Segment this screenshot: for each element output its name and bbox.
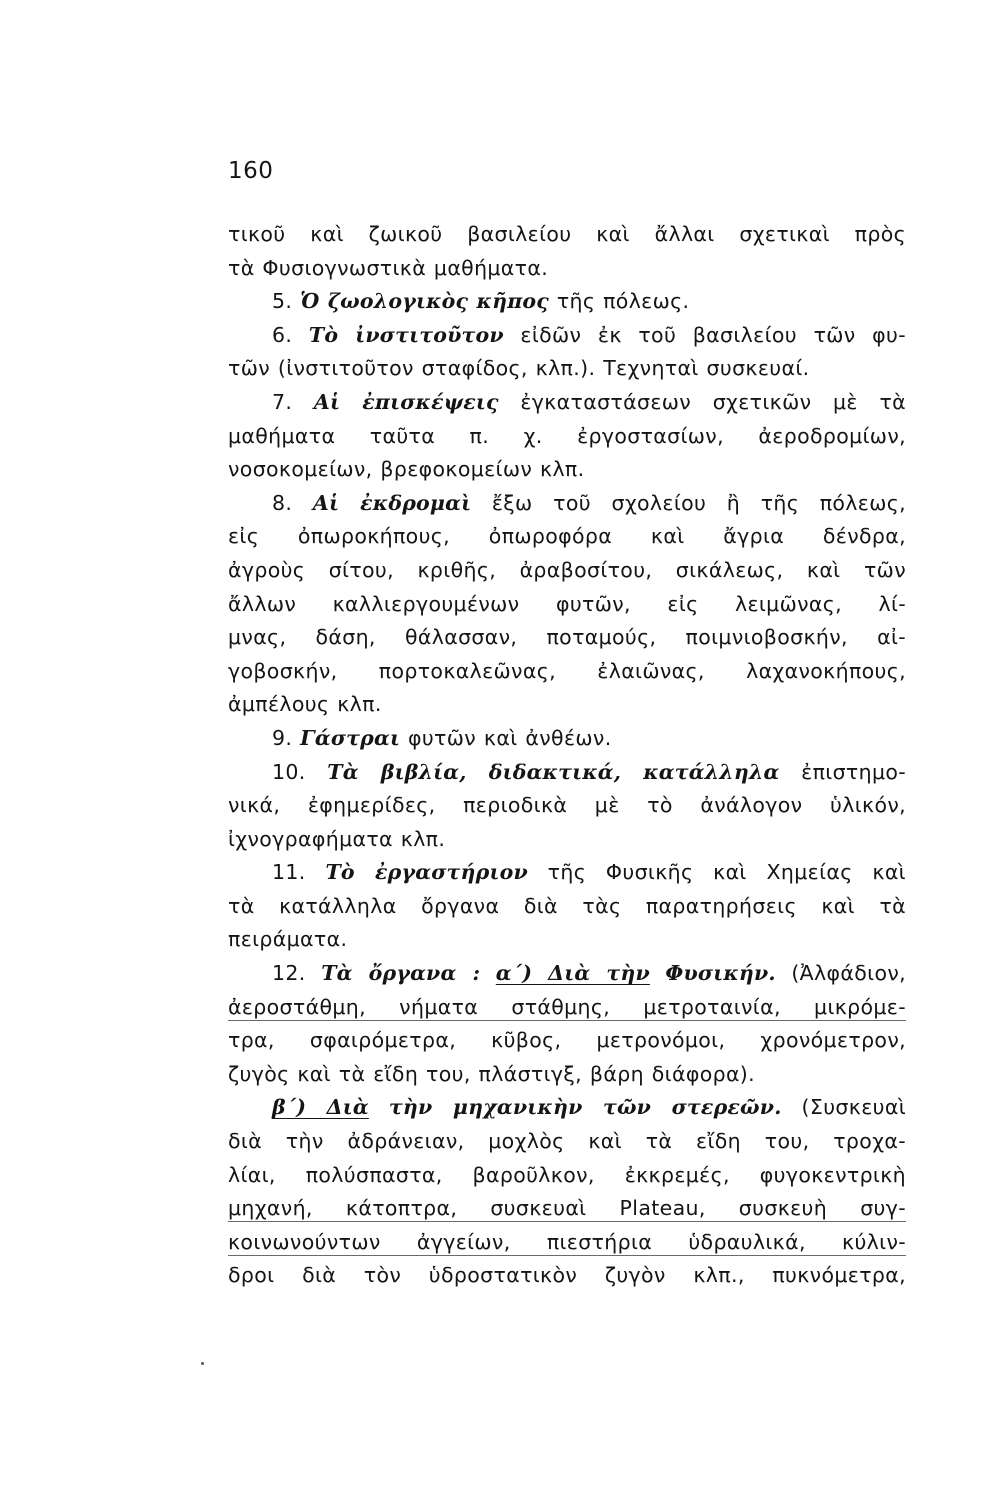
text-run: δροι διὰ τὸν ὑδροστατικὸν ζυγὸν κλπ., πυκνόμετρα,: [228, 1263, 906, 1288]
text-run: ἀμπέλους κλπ.: [228, 692, 382, 717]
text-run: 9.: [272, 725, 301, 750]
paper-speck: [201, 1362, 204, 1365]
page-number: 160: [228, 158, 274, 184]
text-run: ἰχνογραφήματα κλπ.: [228, 826, 446, 851]
emphasized-term: Αἱ ἐπισκέψεις: [313, 389, 499, 414]
text-line: [228, 957, 906, 991]
text-line: [228, 319, 906, 353]
text-line: [228, 621, 906, 655]
text-run: 12.: [272, 961, 322, 986]
emphasized-term: Ὁ ζωολογικὸς κῆπος: [300, 289, 549, 314]
text-line: [228, 285, 906, 319]
text-run: κοινωνούντων ἀγγείων, πιεστήρια ὑδραυλικά, κύλιν-: [228, 1229, 906, 1254]
text-line: [228, 655, 906, 689]
text-run: ἀεροστάθμη, νήματα στάθμης, μετροταινία, μικρόμε-: [228, 994, 906, 1019]
text-line: [228, 890, 906, 924]
text-run: λίαι, πολύσπαστα, βαροῦλκον, ἐκκρεμές, φυγοκεντρικὴ: [228, 1162, 906, 1187]
text-run: 7.: [272, 389, 314, 414]
text-line: [228, 1125, 906, 1159]
text-run: μαθήματα ταῦτα π. χ. ἐργοστασίων, ἀεροδρομίων,: [228, 423, 906, 448]
emphasized-term: Αἱ ἐκδρομαὶ: [312, 490, 472, 515]
text-run: 5.: [272, 289, 301, 314]
text-line: [228, 722, 906, 756]
text-run: τὰ κατάλληλα ὄργανα διὰ τὰς παρατηρήσεις καὶ τὰ: [228, 893, 906, 918]
emphasized-term: Φυσικήν.: [665, 961, 776, 986]
text-line: [228, 1091, 906, 1125]
text-run: νικά, ἐφημερίδες, περιοδικὰ μὲ τὸ ἀνάλογον ὑλικόν,: [228, 793, 906, 818]
text-run: πειράματα.: [228, 927, 348, 952]
text-line: [228, 756, 906, 790]
emphasized-term: β΄) Διὰ: [272, 1095, 369, 1120]
text-run: φυτῶν καὶ ἀνθέων.: [400, 725, 612, 750]
text-run: μνας, δάση, θάλασσαν, ποταμούς, ποιμνιοβοσκήν, αἰ-: [228, 625, 906, 650]
text-run: ἀγροὺς σίτου, κριθῆς, ἀραβοσίτου, σικάλεως, καὶ τῶν: [228, 557, 906, 582]
text-line: [228, 588, 906, 622]
text-run: γοβοσκήν, πορτοκαλεῶνας, ἐλαιῶνας, λαχανοκήπους,: [228, 658, 906, 683]
text-run: 6.: [272, 322, 309, 347]
text-line: [228, 991, 906, 1025]
text-run: τῆς Φυσικῆς καὶ Χημείας καὶ: [527, 860, 906, 885]
text-run: τὰ Φυσιογνωστικὰ μαθήματα.: [228, 255, 549, 280]
text-run: τρα, σφαιρόμετρα, κῦβος, μετρονόμοι, χρονόμετρον,: [228, 1028, 906, 1053]
emphasized-term: Τὰ ὄργανα :: [321, 961, 481, 986]
text-line: [228, 420, 906, 454]
emphasized-term: τὴν μηχανικὴν τῶν στερεῶν.: [388, 1095, 782, 1120]
text-run: [480, 961, 496, 985]
text-line: [228, 1024, 906, 1058]
text-line: [228, 252, 906, 286]
text-run: 11.: [272, 860, 326, 885]
text-run: τῶν (ἰνστιτοῦτον σταφίδος, κλπ.). Τεχνηταὶ συσκευαί.: [228, 356, 810, 381]
emphasized-term: Τὸ ἰνστιτοῦτον: [308, 322, 504, 347]
emphasized-term: α΄) Διὰ τὴν: [495, 961, 650, 986]
text-line: [228, 453, 906, 487]
text-line: [228, 520, 906, 554]
text-run: ἄλλων καλλιεργουμένων φυτῶν, εἰς λειμῶνας, λί-: [228, 591, 906, 616]
text-line: [228, 1058, 906, 1092]
text-line: [228, 352, 906, 386]
text-run: εἰδῶν ἐκ τοῦ βασιλείου τῶν φυ-: [503, 322, 907, 347]
text-run: [650, 961, 666, 985]
text-run: [369, 1095, 389, 1119]
text-line: [228, 823, 906, 857]
text-line: [228, 1159, 906, 1193]
text-line: [228, 1192, 906, 1226]
text-run: τικοῦ καὶ ζωικοῦ βασιλείου καὶ ἄλλαι σχετικαὶ πρὸς: [228, 222, 906, 246]
body-text: [228, 218, 906, 1293]
emphasized-term: Τὸ ἐργαστήριον: [325, 860, 528, 885]
text-run: (Συσκευαὶ: [781, 1095, 906, 1120]
text-run: νοσοκομείων, βρεφοκομείων κλπ.: [228, 457, 585, 482]
text-line: [228, 789, 906, 823]
text-line: [228, 923, 906, 957]
text-run: ἐπιστημο-: [779, 759, 906, 784]
text-run: 10.: [272, 759, 328, 784]
text-line: [228, 386, 906, 420]
text-line: [228, 856, 906, 890]
text-run: μηχανή, κάτοπτρα, συσκευαὶ Plateau, συσκευὴ συγ-: [228, 1196, 906, 1221]
text-line: [228, 554, 906, 588]
text-run: ζυγὸς καὶ τὰ εἴδη του, πλάστιγξ, βάρη διάφορα).: [228, 1061, 756, 1086]
text-line: [228, 218, 906, 252]
text-line: [228, 1226, 906, 1260]
text-line: [228, 1259, 906, 1293]
text-run: διὰ τὴν ἀδράνειαν, μοχλὸς καὶ τὰ εἴδη του, τροχα-: [228, 1129, 906, 1154]
text-run: εἰς ὀπωροκήπους, ὀπωροφόρα καὶ ἄγρια δένδρα,: [228, 524, 906, 549]
text-run: ἐγκαταστάσεων σχετικῶν μὲ τὰ: [498, 389, 906, 414]
emphasized-term: Τὰ βιβλία, διδακτικά, κατάλληλα: [327, 759, 780, 784]
text-run: τῆς πόλεως.: [548, 289, 690, 314]
text-run: (Ἀλφάδιον,: [775, 961, 906, 986]
text-run: ἔξω τοῦ σχολείου ἢ τῆς πόλεως,: [471, 490, 906, 515]
text-run: 8.: [272, 490, 313, 515]
text-line: [228, 487, 906, 521]
emphasized-term: Γάστραι: [300, 725, 401, 750]
text-line: [228, 688, 906, 722]
